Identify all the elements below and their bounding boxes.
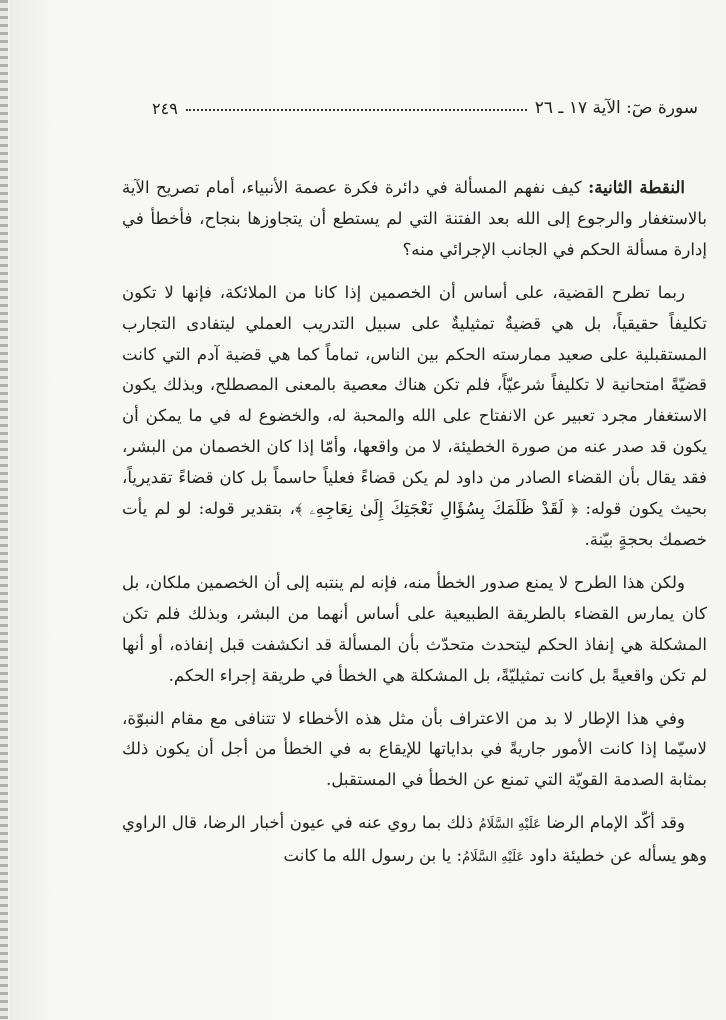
paragraph-text: وقد أكّد الإمام الرضا [540,813,685,833]
paragraph-imam-rida [122,808,707,874]
paragraph-point-two [122,172,707,266]
quran-verse-quote: ﴿ لَقَدْ ظَلَمَكَ بِسُؤَالِ نَعْجَتِكَ إِلَىٰ نِعَاجِهِۦ ﴾ [294,499,579,519]
honorific-ligature: عَلَيْهِ السَّلَامُ [478,817,541,833]
page-body [122,172,707,886]
paragraph-lead-heading: النقطة الثانية: [588,177,686,197]
running-head-dotted-leader [186,109,527,113]
book-page [10,0,726,1020]
paragraph-text: ولكن هذا الطرح لا يمنع صدور الخطأ منه، فإنه لم ينتبه إلى أن الخصمين ملكان، بل كان يمارس القضاء بالطريقة الطبيعية على أساس أنهما من البشر، وبذلك فلم تكن المشكلة هي إنفاذ الحكم ليتحدث متحدّث بأن المسألة قد انكشفت قبل إنفاذه، أو أنها لم تكن واقعيةً بل كانت تمثيليّةً، بل المشكلة هي الخطأ في طريقة إجراء الحكم. [122,572,707,685]
paragraph-text: : يا بن رسول الله ما كانت [283,846,463,866]
book-binding-edge [0,0,8,1020]
paragraph-text: كيف نفهم المسألة في دائرة فكرة عصمة الأنبياء، أمام تصريح الآية بالاستغفار والرجوع إلى الله بعد الفتنة التي لم يستطع أن يتجاوزها بنجاح، فأخطأ في إدارة مسألة الحكم في الجانب الإجرائي منه؟ [122,178,707,259]
page-number: ٢٤٩ [152,98,178,118]
paragraph-prophethood [122,704,707,797]
paragraph-text: ، بتقدير قوله: لو لم يأت خصمك بحجةٍ بيّنة. [122,499,707,549]
running-head [152,96,698,120]
paragraph-text: وفي هذا الإطار لا بد من الاعتراف بأن مثل هذه الأخطاء لا تتنافى مع مقام النبوّة، لاسيّما إذا كانت الأمور جاريةً في بداياتها للإيقاع به في الخطأ من أجل أن يكون ذلك بمثابة الصدمة القويّة التي تمنع عن الخطأ في المستقبل. [122,708,707,790]
paragraph-text: ربما تطرح القضية، على أساس أن الخصمين إذا كانا من الملائكة، فإنها لا تكون تكليفاً حقيقياً، بل هي قضيةٌ تمثيليةٌ على سبيل التدريب العملي ليتفادى التجارب المستقبلية على صعيد ممارسته الحكم بين الناس، تماماً كما هي قضية آدم التي كانت قضيّةً امتحانية لا تكليفاً شرعيّاً، فلم تكن هناك معصية بالمعنى المصطلح، وبذلك يكون الاستغفار مجرد تعبير عن الانفتاح على الله والمحبة له، والخضوع له في ما يمكن أن يكون قد صدر عنه من صورة الخطيئة، لا من واقعها، وأمّا إذا كان الخصمان من البشر، فقد يقال بأن القضاء الصادر من داود لم يكن قضاءً فعلياً حاسماً بل كان قضاءً تقديرياً، بحيث يكون قوله: [122,282,708,519]
paragraph-rebuttal [122,568,707,692]
running-head-title: سورة صٓ: الآية ١٧ ـ ٢٦ [534,98,698,118]
paragraph-text: ذلك بما روي عنه في عيون أخبار الرضا، قال الراوي وهو يسأله عن خطيئة داود [122,813,707,866]
paragraph-angels-hypothesis [122,278,707,556]
honorific-ligature: عَلَيْهِ السَّلَامُ [462,850,525,866]
